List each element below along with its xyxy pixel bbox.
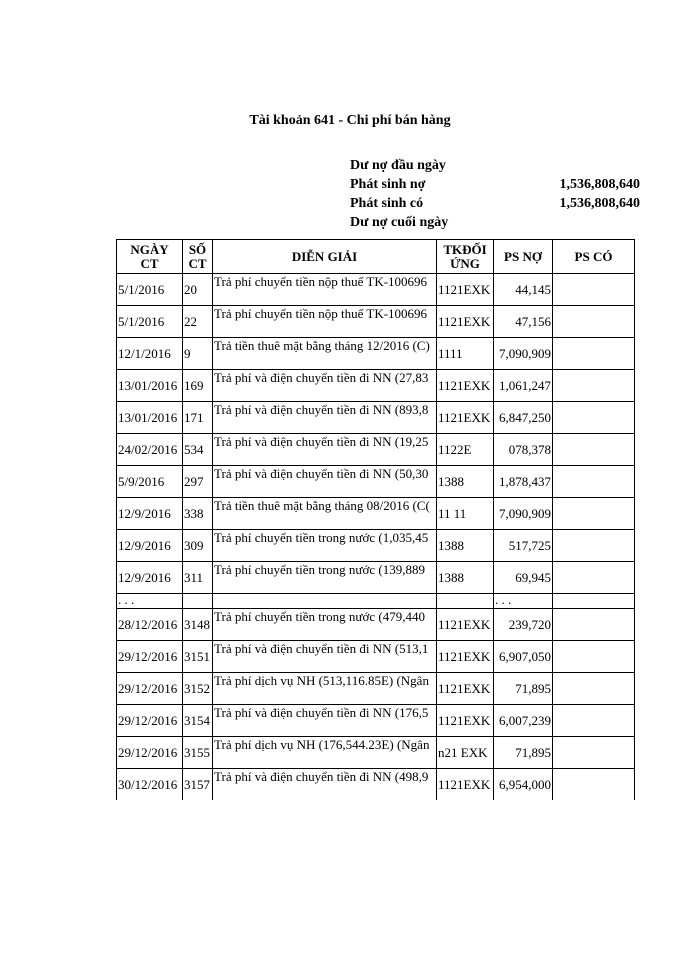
cell-date: 12/9/2016 [117,562,183,594]
summary-closing-balance [350,213,640,232]
cell-contra-account: 1122E [437,434,494,466]
cell-credit [553,530,635,562]
cell-contra-account: 1121EXK [437,274,494,306]
header-ngay-ct: NGÀY CT [117,240,183,274]
cell-debit: 71,895 [494,673,553,705]
cell-debit: 1,061,247 [494,370,553,402]
cell-contra-account: 1121EXK [437,402,494,434]
cell-description: Trả phí chuyển tiền nộp thuế TK-100696 [213,274,437,306]
cell-contra-account: 1121EXK [437,641,494,673]
cell-date: 29/12/2016 [117,705,183,737]
cell-date: . . . [117,594,183,609]
table-row [117,641,635,673]
cell-contra-account: 1388 [437,530,494,562]
cell-debit: 7,090,909 [494,498,553,530]
cell-description: Trả phí và điện chuyển tiền đi NN (893,8 [213,402,437,434]
cell-date: 12/9/2016 [117,498,183,530]
header-dien-giai: DIỄN GIẢI [213,240,437,274]
cell-doc-number: 3157 [183,769,213,801]
cell-contra-account: 1121EXK [437,609,494,641]
cell-credit [553,705,635,737]
header-so-ct: SỐ CT [183,240,213,274]
summary-value: 1,536,808,640 [559,177,640,192]
cell-debit: . . . [494,594,553,609]
cell-credit [553,673,635,705]
table-header-row [117,240,635,274]
cell-doc-number [183,594,213,609]
cell-credit [553,306,635,338]
cell-doc-number: 22 [183,306,213,338]
table-row [117,402,635,434]
table-row [117,562,635,594]
table-row [117,434,635,466]
cell-debit: 6,007,239 [494,705,553,737]
table-row [117,530,635,562]
cell-credit [553,402,635,434]
cell-date: 12/1/2016 [117,338,183,370]
table-row [117,274,635,306]
cell-doc-number: 297 [183,466,213,498]
cell-debit: 69,945 [494,562,553,594]
cell-debit: 517,725 [494,530,553,562]
cell-credit [553,609,635,641]
cell-contra-account: 11 11 [437,498,494,530]
cell-credit [553,274,635,306]
cell-contra-account: 1121EXK [437,370,494,402]
cell-description: Trả phí chuyển tiền trong nước (1,035,45 [213,530,437,562]
cell-contra-account: 1388 [437,562,494,594]
cell-doc-number: 169 [183,370,213,402]
cell-description: Trả phí dịch vụ NH (176,544.23E) (Ngân [213,737,437,769]
cell-description: Trả phí và điện chuyển tiền đi NN (498,9 [213,769,437,801]
cell-debit: 44,145 [494,274,553,306]
header-tk-doi-ung: TKĐỐI ỨNG [437,240,494,274]
cell-debit: 078,378 [494,434,553,466]
cell-description: Trả phí dịch vụ NH (513,116.85E) (Ngân [213,673,437,705]
cell-contra-account: 1121EXK [437,673,494,705]
cell-description: Trả phí và điện chuyển tiền đi NN (513,1 [213,641,437,673]
cell-date: 12/9/2016 [117,530,183,562]
cell-debit: 1,878,437 [494,466,553,498]
cell-date: 24/02/2016 [117,434,183,466]
page-title: Tài khoản 641 - Chi phí bán hàng [249,113,451,128]
cell-credit [553,434,635,466]
cell-description: Trả phí chuyển tiền trong nước (479,440 [213,609,437,641]
cell-doc-number: 171 [183,402,213,434]
table-row [117,609,635,641]
cell-doc-number: 3148 [183,609,213,641]
cell-date: 5/1/2016 [117,274,183,306]
cell-debit: 239,720 [494,609,553,641]
cell-debit: 71,895 [494,737,553,769]
cell-description: Trả tiền thuê mặt bằng tháng 12/2016 (C) [213,338,437,370]
cell-date: 5/9/2016 [117,466,183,498]
summary-value: 1,536,808,640 [559,196,640,211]
cell-credit [553,737,635,769]
cell-date: 29/12/2016 [117,641,183,673]
summary-opening-balance [350,156,640,175]
cell-doc-number: 20 [183,274,213,306]
cell-credit [553,370,635,402]
ledger-table [116,239,635,800]
cell-date: 29/12/2016 [117,737,183,769]
table-row [117,769,635,801]
header-ps-no: PS NỢ [494,240,553,274]
cell-credit [553,498,635,530]
cell-doc-number: 3151 [183,641,213,673]
cell-date: 30/12/2016 [117,769,183,801]
cell-contra-account: n21 EXK [437,737,494,769]
cell-contra-account: 1111 [437,338,494,370]
cell-debit: 6,954,000 [494,769,553,801]
summary-label: Phát sinh nợ [350,177,426,192]
table-row [117,498,635,530]
cell-description [213,594,437,609]
cell-doc-number: 338 [183,498,213,530]
table-row-ellipsis [117,594,635,609]
cell-credit [553,594,635,609]
cell-credit [553,466,635,498]
summary-debit-total [350,175,640,194]
cell-contra-account: 1121EXK [437,705,494,737]
cell-doc-number: 3155 [183,737,213,769]
cell-description: Trả phí và điện chuyển tiền đi NN (27,83 [213,370,437,402]
cell-description: Trả phí và điện chuyển tiền đi NN (50,30 [213,466,437,498]
cell-contra-account: 1388 [437,466,494,498]
summary-block [350,156,640,232]
cell-doc-number: 9 [183,338,213,370]
table-row [117,338,635,370]
cell-description: Trả tiền thuê mặt bằng tháng 08/2016 (C( [213,498,437,530]
summary-credit-total [350,194,640,213]
table-row [117,737,635,769]
table-row [117,673,635,705]
cell-date: 29/12/2016 [117,673,183,705]
cell-doc-number: 3152 [183,673,213,705]
cell-contra-account: 1121EXK [437,769,494,801]
cell-description: Trả phí và điện chuyển tiền đi NN (176,5 [213,705,437,737]
cell-date: 5/1/2016 [117,306,183,338]
cell-doc-number: 534 [183,434,213,466]
table-row [117,370,635,402]
header-ps-co: PS CÓ [553,240,635,274]
table-row [117,466,635,498]
cell-debit: 7,090,909 [494,338,553,370]
table-row [117,705,635,737]
summary-label: Dư nợ cuối ngày [350,215,449,230]
cell-date: 28/12/2016 [117,609,183,641]
cell-doc-number: 311 [183,562,213,594]
cell-contra-account: 1121EXK [437,306,494,338]
cell-date: 13/01/2016 [117,402,183,434]
summary-label: Phát sinh có [350,196,424,211]
cell-doc-number: 309 [183,530,213,562]
table-row [117,306,635,338]
cell-debit: 47,156 [494,306,553,338]
cell-debit: 6,907,050 [494,641,553,673]
cell-doc-number: 3154 [183,705,213,737]
ledger-body [117,274,635,801]
cell-description: Trả phí chuyển tiền trong nước (139,889 [213,562,437,594]
cell-credit [553,769,635,801]
summary-label: Dư nợ đầu ngày [350,158,446,173]
cell-credit [553,562,635,594]
cell-credit [553,641,635,673]
cell-contra-account [437,594,494,609]
cell-debit: 6,847,250 [494,402,553,434]
cell-credit [553,338,635,370]
cell-description: Trả phí và điện chuyển tiền đi NN (19,25 [213,434,437,466]
cell-date: 13/01/2016 [117,370,183,402]
cell-description: Trả phí chuyển tiền nộp thuế TK-100696 [213,306,437,338]
